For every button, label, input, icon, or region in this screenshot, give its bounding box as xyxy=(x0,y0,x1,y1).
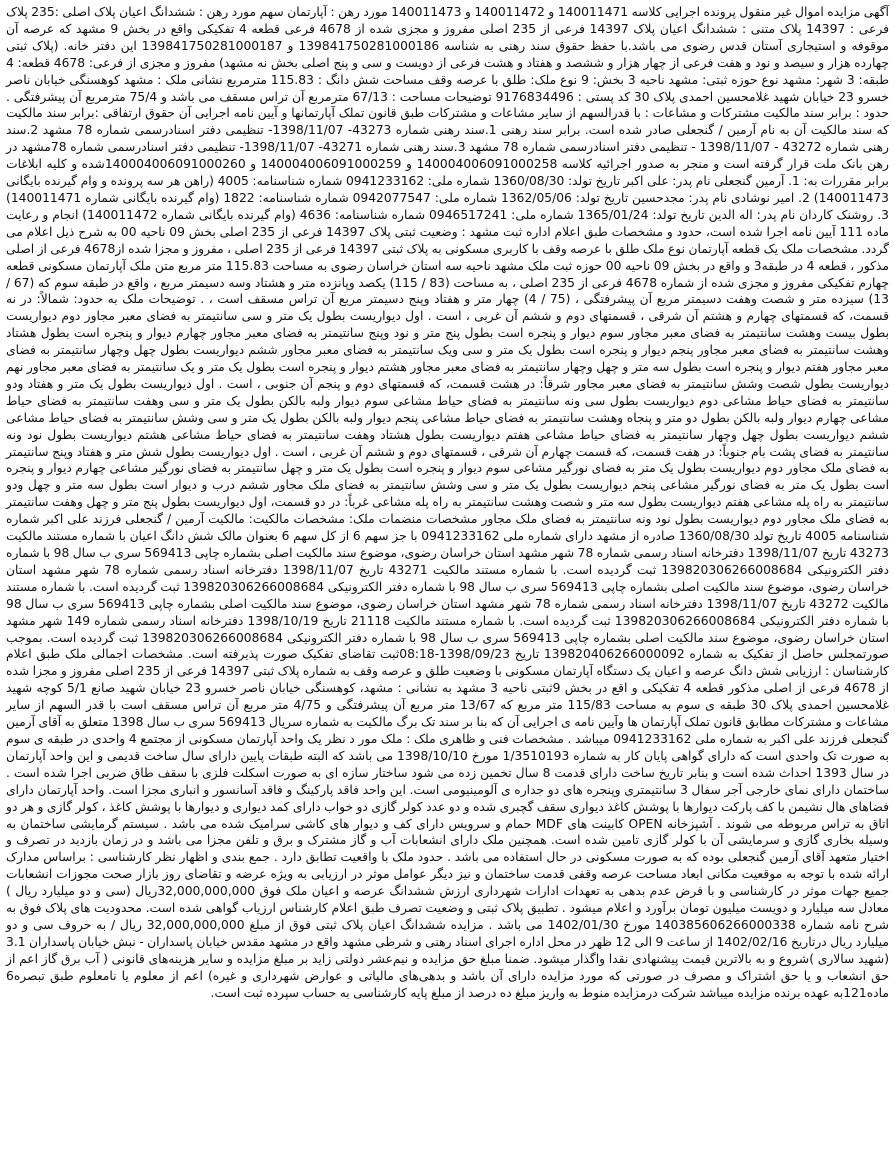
notice-text: آگهی مزایده اموال غیر منقول پرونده اجرایی کلاسه 140011471 و 140011472 و 140011473 مورد رهن : آپارتمان سهم مورد رهن : ششدانگ اعیان پلاک اصلی :235 پلاک فرعی : 14397 پلاک متنی : ششدانگ اعیان پلاک 14397 فرعی از 235 اصلی مفروز و مجزی شده از 4678 فرعی قطعه 4 تفکیکی واقع در بخش 9 مشهد که عرصه آن موقوفه و استیجاری آستان قدس رضوی می باشد.با حفظ حقوق سند رهنی به شناسه 139841750281000186 و 139841750281000187 این دفتر خانه. (پلاک ثبتی چهارده هزار و سیصد و نود و هفت فرعی از چهار هزار و ششصد و هفتاد و هشت فرعی از دویست و سی و پنج اصلی بخش نه مشهد) مفروز و مجزی از فرعی: 4678 قطعه: 4 طبقه: 3 شهر: مشهد نوع حوزه ثبتی: مشهد ناحیه 3 بخش: 9 نوع ملک: طلق با عرصه وقف مساحت شش دانگ : 115.83 مترمربع نشانی ملک : مشهد کوهسنگی خیابان ناصر خسرو 23 خیابان شهید غلامحسین احمدی پلاک 30 کد پستی : 9176834496 توضیحات مساحت : 67/13 مترمربع آن تراس مسقف می باشد و 75/4 مترمربع آن پیشرفتگی . حدود : برابر سند مالکیت مشترکات و مشاعات : با قدرالسهم از سایر مشاعات و مشترکات طبق قانون تملک آپارتمانها و آیین نامه اجرایی آن حقوق ارتفاقی :برابر سند مالکیت که سند مالکیت آن به نام آرمین / گنجعلی صادر شده است. برابر سند رهنی 1.سند رهنی شماره 43273- 1398/11/07- تنظیمی دفتر اسنادرسمی شماره 78 مشهد 2.سند رهنی شماره 43272 - 1398/11/07 - تنظیمی دفتر اسنادرسمی شماره 78 مشهد 3.سند رهنی شماره 43271- 1398/11/07- تنظیمی دفتر اسنادرسمی شماره 78مشهد در رهن بانک ملت قرار گرفته است و منجر به صدور اجرائیه کلاسه 140004006091000258 و 140004006091000259 و 140004006091000260شده و کلیه ابلاغات برابر مقررات به: 1. آرمین گنجعلی نام پدر: علی اکبر تاریخ تولد: 1360/08/30 شماره ملی: 0941233162 شماره شناسنامه: 4005 (راهن هر سه پرونده و وام گیرنده بایگانی 140011473) 2. امیر نوشادی نام پدر: مجدحسین تاریخ تولد: 1362/05/06 شماره ملی: 0942077547 شماره شناسنامه: 1822 (وام گیرنده بایگانی شماره 140011471) 3. روشنک کاردان نام پدر: اله الدین تاریخ تولد: 1365/01/24 شماره ملی: 0946517241 شماره شناسنامه: 4636 (وام گیرنده بایگانی شماره 140011472) انجام و رعایت ماده 111 آیین نامه اجرا شده است، حدود و مشخصات طبق اعلام اداره ثبت مشهد : وضعیت ثبتی پلاک 14397 فرعی از 235 اصلی بخش 09 ناحیه 00 به شرح ذیل اعلام می گردد. مشخصات ملک یک قطعه آپارتمان نوع ملک طلق با عرصه وقف با کاربری مسکونی به پلاک ثبتی 14397 فرعی از 235 اصلی ، مفروز و مجزا شده از4678 فرعی از اصلی مذکور ، قطعه 4 در طبقه3 و واقع در بخش 09 ناحیه 00 حوزه ثبت ملک مشهد ناحیه سه استان خراسان رضوی به مساحت 115.83 متر مربع متن ملک آپارتمان مسکونی قطعه چهارم تفکیکی مفروز و مجزی شده از شماره 4678 فرعی از 235 اصلی ، به مساحت (83 / 115) یکصد وپانزده متر و هشتاد وسه دسیمتر مربع ، واقع در طبقه سوم که (67 / 13) سیزده متر و شصت وهفت دسیمتر مربع آن پیشرفتگی ، (75 / 4) چهار متر و هفتاد وپنج دسیمتر مربع آن تراس مسقف است ، . توضیحات ملک به حدود: شمالاً: در نه قسمت، که قسمتهای چهارم و هشتم آن شرقی ، قسمتهای دوم و ششم آن غربی ، است . اول دیواریست بطول یک متر و سی سانتیمتر به فضای معبر مجاور دوم دیواریست بطول بیست وهشت سانتیمتر به فضای معبر مجاور سوم دیوار و پنجره است بطول پنج متر و نود وپنج سانتیمتر به فضای معبر مجاور چهارم دیوار و پنجره است بطول هشتاد وهشت سانتیمتر به فضای معبر مجاور پنجم دیوار و پنجره است بطول یک متر و سی ویک سانتیمتر به فضای معبر مجاور ششم دیواریست بطول چهل وچهار سانتیمتر به فضای معبر مجاور هفتم دیوار و پنجره است بطول سه متر و چهل وچهار سانتیمتر به فضای معبر مجاور هشتم دیوار و پنجره است بطول یک متر و یک سانتیمتر به فضای معبر مجاور نهم دیواریست بطول شصت وشش سانتیمتر به فضای معبر مجاور شرقاً: در هشت قسمت، که قسمتهای دوم و پنجم آن جنوبی ، است . اول دیواریست بطول یک متر و هفتاد ودو سانتیمتر به فضای حیاط مشاعی دوم دیواریست بطول سی ونه سانتیمتر به فضای حیاط مشاعی سوم دیوار ولبه بالکن بطول یک متر و سی وهفت سانتیمتر به فضای حیاط مشاعی چهارم دیوار ولبه بالکن بطول دو متر و پنجاه وهشت سانتیمتر به فضای حیاط مشاعی پنجم دیوار ولبه بالکن بطول یک متر و سی وشش سانتیمتر به فضای حیاط مشاعی ششم دیواریست بطول چهل وچهار سانتیمتر به فضای حیاط مشاعی هفتم دیواریست بطول هشتاد وهفت سانتیمتر به فضای حیاط مشاعی هشتم دیواریست بطول نود ونه سانتیمتر به فضای پشت بام جنوباً: در هفت قسمت، که قسمت چهارم آن شرقی ، قسمتهای دوم و ششم آن غربی ، است . اول دیواریست بطول شش متر و هفتاد وپنج سانتیمتر به فضای ملک مجاور دوم دیواریست بطول یک متر به فضای نورگیر مشاعی سوم دیوار و پنجره است بطول یک متر و چهل سانتیمتر به فضای نورگیر مشاعی چهارم دیوار و پنجره است بطول یک متر به فضای نورگیر مشاعی پنجم دیواریست بطول یک متر و سی وشش سانتیمتر به فضای ملک مجاور ششم درب و دیوار است بطول سه متر و چهل ودو سانتیمتر به راه پله مشاعی هفتم دیواریست بطول سه متر و شصت وهشت سانتیمتر به راه پله مشاعی غرباً: در دو قسمت، اول دیواریست بطول پنج متر و چهل وهفت سانتیمتر به فضای ملک مجاور دوم دیواریست بطول نود ونه سانتیمتر به فضای ملک مجاور مشخصات منضمات ملک: مشخصات مالکیت: مالکیت آرمین / گنجعلی فرزند علی اکبر شماره شناسنامه 4005 تاریخ تولد 1360/08/30 صادره از مشهد دارای شماره ملی 0941233162 با جز سهم 6 از کل سهم 6 بعنوان مالک شش دانگ اعیان با شماره مستند مالکیت 43273 تاریخ 1398/11/07 دفترخانه اسناد رسمی شماره 78 شهر مشهد استان خراسان رضوی، موضوع سند مالکیت اصلی بشماره چاپی 569413 سری ب سال 98 با شماره دفتر الکترونیکی 139820306266008684 ثبت گردیده است. با شماره مستند مالکیت 43271 تاریخ 1398/11/07 دفترخانه اسناد رسمی شماره 78 شهر مشهد استان خراسان رضوی، موضوع سند مالکیت اصلی بشماره چاپی 569413 سری ب سال 98 با شماره دفتر الکترونیکی 139820306266008684 ثبت گردیده است. با شماره مستند مالکیت 43272 تاریخ 1398/11/07 دفترخانه اسناد رسمی شماره 78 شهر مشهد استان خراسان رضوی، موضوع سند مالکیت اصلی بشماره چاپی 569413 سری ب سال 98 با شماره دفتر الکترونیکی 139820306266008684 ثبت گردیده است. با شماره مستند مالکیت 21118 تاریخ 1398/10/19 دفترخانه اسناد رسمی شماره 149 شهر مشهد استان خراسان رضوی، موضوع سند مالکیت اصلی بشماره چاپی 569413 سری ب سال 98 با شماره دفتر الکترونیکی 139820306266008684 ثبت گردیده است. بموجب صورتمجلس حاصل از تفکیک به شماره 139820406266000092 تاریخ 1398/09/23-08:18ثبت تقاضای تفکیک صورت پذیرفته است. مشخصات اجمالی ملک طبق اعلام کارشناسان : ارزیابی شش دانگ عرصه و اعیان یک دستگاه آپارتمان مسکونی با وضعیت طلق و عرصه وقف به شماره پلاک ثبتی 14397 فرعی از 235 اصلی مفروز و مجزا شده از 4678 فرعی از اصلی مذکور قطعه 4 تفکیکی و اقع در بخش 9ثبتی ناحیه 3 مشهد به نشانی : مشهد، کوهسنگی خیابان ناصر خسرو 23 خیابان شهید صانع 5/1 کوچه شهید غلامحسین احمدی پلاک 30 طبقه ی سوم به مساحت 115/83 متر مربع که 13/67 متر مربع آن پیشرفتگی و 4/75 متر مربع آن تراس مسقف است با قدر السهم از سایر مشاعات و مشترکات مطابق قانون تملک آپارتمان ها وآیین نامه ی اجرایی آن که بنا بر سند تک برگ مالکیت به شماره سریال 569413 سری ب سال 1398 متعلق به آقای آرمین گنجعلی فرزند علی اکبر به شماره ملی 0941233162 میباشد . مشخصات فنی و ظاهری ملک : ملک مور د نظر یک واحد آپارتمان مسکونی از مجتمع 4 واحدی در طبقه ی سوم به صورت تک واحدی است که دارای گواهی پایان کار به شماره 1/3510193 مورخ 1398/10/10 می باشد که البته طبقات پایین دارای سال ساخت قدیمی و این واحد آپارتمان در سال 1393 احداث شده است و بنابر تاریخ ساخت دارای قدمت 8 سال تخمین زده می شود ساختار سازه ای به صورت اسکلت فلزی با سقف طاق ضربی اجرا شده است . ساختمان دارای نمای خارجی آجر سفال 3 سانتیمتری وپنجره های دو جداره ی آلومینیومی است. این واحد فاقد پارکینگ و فاقد آسانسور و انباری مجزا است. واحد آپارتمان دارای فضاهای هال نشیمن با کف پارکت دیوارها با پوشش کاغذ دیواری سقف گچبری شده و دو عدد کولر گازی دو خواب دارای کمد دیواری و دیوارها با پوشش کاغذ ، کولر گازی و هر دو اتاق به تراس مربوطه می شوند . آشپزخانه OPEN کابینت های MDF حمام و سرویس دارای کف و دیوار های کاشی سرامیک شده می باشد . سیستم گرمایشی ساختمان به وسیله بخاری گازی و سرمایشی آن با کولر گازی تامین شده است. همچنین ملک دارای انشعابات آب و گاز مشترک و برق و تلفن مجزا می باشد و در زمان بازدید در تصرف و اختیار متعهد آقای آرمین گنجعلی بوده که به صورت مسکونی در حال استفاده می باشد . حدود ملک با واقعیت تطابق دارد . جمع بندی و اظهار نظر کارشناسی : براساس مدارک ارائه شده با توجه به موقعیت مکانی ابعاد مساحت عرصه وقفی قدمت ساختمان و نیز دیگر عوامل موثر در ارزیابی به ویژه عرضه و تقاضای روز بازار صحت مجوزات انشعابات جمیع جهات موثر در کارشناسی و با فرض عدم بدهی به تعهدات ادارات شهرداری ارزش ششدانگ عرصه و اعیان ملک فوق 32,000,000,000ریال (سی و دو میلیارد ریال ) معادل سه میلیارد و دویست میلیون تومان برآورد و اعلام میشود . تطبیق پلاک ثبتی و وضعیت تصرف طبق اعلام کارشناس ارزیاب گواهی شده است. محدودیت های پلاک فوق به شرح نامه شماره 140385606266000338 مورخ 1402/01/30 می باشد . مزایده ششدانگ اعیان پلاک ثبتی فوق از مبلغ 32,000,000,000 ریال / به حروف سی و دو میلیارد ریال درتاریخ 1402/02/16 از ساعت 9 الی 12 ظهر در محل اداره اجرای اسناد رهنی و شرطی مشهد واقع در مشهد مقدس خیابان پاسداران - نبش خیابان پاسداران 3.1 (شهید سالاری )شروع و به بالاترین قیمت پیشنهادی نقدا واگذار میشود. ضمنا مبلغ حق مزایده و نیم‌عشر دولتی زاید بر مبلغ مزایده و سایر هزینه‌های قانونی ( آب برق گاز اعم از حق انشعاب و یا حق اشتراک و مصرف در صورتی که مورد مزایده دارای آن باشد و بدهی‌های مالیاتی و عوارض شهرداری و غیره) اعم از معلوم یا نامعلوم طبق تبصره6 ماده121به عهده برنده مزایده میباشد شرکت درمزایده منوط به واریز مبلغ ده درصد از مبلغ پایه کارشناسی به حساب سپرده ثبت است. xyxy=(6,5,890,1000)
